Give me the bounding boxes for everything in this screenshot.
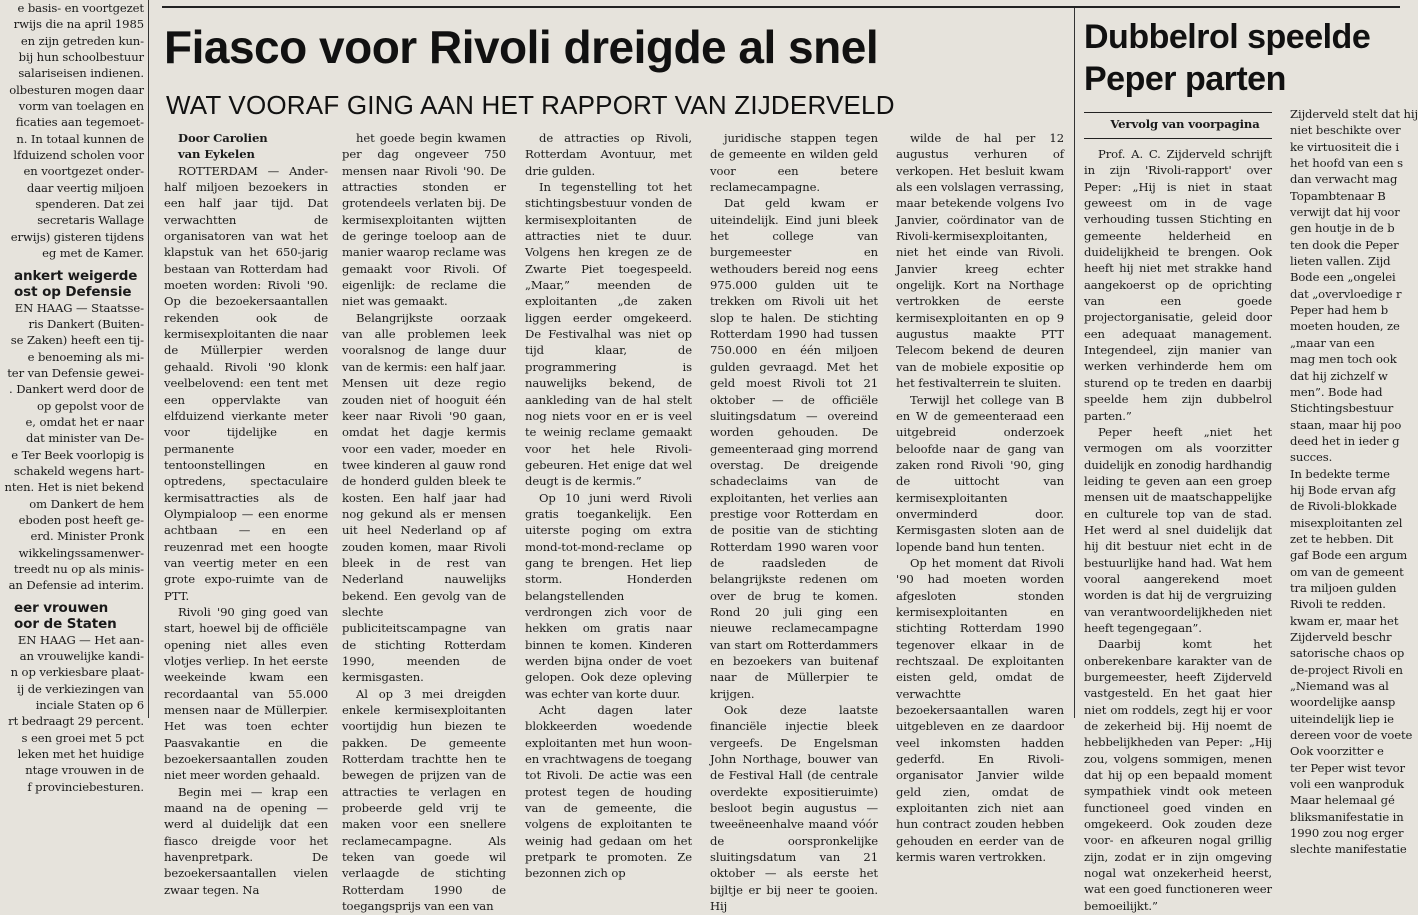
- article-paragraph: Terwijl het college van B en W de gemeenteraad een uitgebreid onderzoek beloofde naar de gang van zaken rond Rivoli '90, ging de uittocht van kermisexploitanten onverminderd door. Kermisgasten sloten aan de lopende band hun tenten.: [896, 392, 1064, 554]
- text-line: lieten vallen. Zijd: [1290, 254, 1391, 269]
- text-line: ter Peper wist tevor: [1290, 760, 1405, 775]
- text-line: EN HAAG — Staatsse-: [14, 300, 144, 315]
- main-headline: Fiasco voor Rivoli dreigde al snel: [164, 21, 879, 73]
- left-column-paragraph-b: [0, 300, 144, 594]
- text-line: rt bedraagt 29 percent.: [8, 714, 144, 729]
- text-line: woordelijke aansp: [1290, 695, 1396, 710]
- text-line: e basis- en voortgezet: [17, 1, 144, 15]
- text-line: s een groei met 5 pct: [21, 730, 144, 745]
- text-line: . Dankert werd door de: [9, 382, 144, 397]
- article-paragraph: Daarbij komt het onberekenbare karakter van de burgemeester, heeft Zijderveld vastgesteld. En het gaat hier niet om roddels, zegt hij er voor de zekerheid bij. Hij noemt de hebbelijkheden van Peper: „Hij zou, volgens sommigen, menen dat hij op een bepaald moment sympathiek vindt ook meteen functioneel goed vinden en omgekeerd. Ook zouden deze voor- en afkeuren nogal grillig zijn, zodat er in zijn omgeving nogal wat onzekerheid heerst, wat een goed functioneren weer bemoeilijkt.”: [1084, 637, 1272, 913]
- text-line: Zijderveld beschr: [1290, 630, 1392, 644]
- text-line: Bode een „ongelei: [1290, 270, 1396, 285]
- text-line: secretaris Wallage: [37, 213, 144, 228]
- text-line: ntage vrouwen in de: [25, 763, 144, 778]
- text-line: men”. Bode had: [1290, 384, 1383, 399]
- text-line: olbesturen mogen daar: [9, 82, 144, 97]
- article-paragraph: Acht dagen later blokkeerden woedende exploitanten met hun woon- en vrachtwagens de toegang tot Rivoli. De actie was een protest tegen de houding van de gemeente, die volgens de exploitanten te weinig had gedaan om het pretpark te promoten. Ze bezonnen zich op: [525, 703, 692, 881]
- text-line: het hoofd van een s: [1290, 156, 1404, 171]
- text-line: niet beschikte over: [1290, 123, 1401, 138]
- text-line: daar veertig miljoen: [26, 180, 144, 195]
- main-col-3: [525, 130, 692, 881]
- text-line: an Defensie ad interim.: [8, 578, 144, 593]
- text-line: ten dook die Peper: [1290, 237, 1399, 252]
- article-paragraph: Prof. A. C. Zijderveld schrijft in zijn 'Rivoli-rapport' over Peper: „Hij is niet in staat geweest om in de vage verhouding tussen Stichting en gemeente helderheid en duidelijkheid te brengen. Ook heeft hij niet met strakke hand aangekoerst op de oprichting van een goede projectorganisatie, geleid door een adequaat management. Integendeel, zijn manier van werken verhinderde hem om sturend op te treden en daarbij speelde hem zijn dubbelrol parten.”: [1084, 147, 1272, 423]
- text-line: gen houtje in de b: [1290, 221, 1395, 236]
- text-line: Zijderveld stelt dat hij: [1290, 107, 1418, 121]
- text-line: deed het in ieder g: [1290, 433, 1400, 448]
- article-paragraph: ROTTERDAM — Ander-half miljoen bezoekers in een half jaar tijd. Dat verwachtten de organisatoren van wat het klapstuk van het 650-jarig bestaan van Rotterdam had moeten worden: Rivoli '90. Op die bezoekersaantallen rekenden ook de kermisexploitanten die naar de Müllerpier werden gehaald. Rivoli '90 klonk veelbelovend: een tent met een oppervlakte van elfduizend vierkante meter voor tijdelijke en permanente tentoonstellingen en optredens, spectaculaire kermisattracties als de Olympialoop — een enorme achtbaan — en een reuzenrad met een hoogte van veertig meter en een grote expo-ruimte van de PTT.: [164, 163, 328, 603]
- text-line: e benoeming als mi-: [27, 349, 144, 364]
- headline-line: ost op Defensie: [14, 283, 132, 300]
- headline-line: oor de Staten: [14, 615, 117, 632]
- text-line: f provinciebesturen.: [27, 779, 144, 794]
- text-line: In bedekte terme: [1290, 466, 1390, 481]
- text-line: op gepolst voor de: [37, 398, 144, 413]
- text-line: salariseisen indienen.: [18, 66, 144, 81]
- article-paragraph: de attracties op Rivoli, Rotterdam Avontuur, met drie gulden.: [525, 131, 692, 178]
- text-line: de Rivoli-blokkade: [1290, 499, 1397, 514]
- text-line: zet te hebben. Dit: [1290, 531, 1394, 546]
- text-line: spenderen. Dat zei: [35, 197, 144, 212]
- main-col-1-text: [164, 163, 328, 898]
- article-paragraph: Rivoli '90 ging goed van start, hoewel bij de officiële opening niet alles even vlotjes verliep. In het eerste weekeinde kwam een recordaantal van 55.000 mensen naar de Müllerpier. Het was toen echter Paasvakantie en die bezoekersaantallen zouden niet meer worden gehaald.: [164, 604, 328, 783]
- text-line: dereen voor de voete: [1290, 728, 1413, 743]
- left-column: [0, 0, 144, 794]
- text-line: leken met het huidige: [17, 747, 144, 762]
- left-column-paragraph-c: [0, 632, 144, 795]
- text-line: wikkelingssamenwer-: [18, 545, 144, 560]
- text-line: en voortgezet onder-: [23, 164, 144, 179]
- text-line: se Zaken) heeft een tij-: [10, 333, 144, 348]
- text-line: 1990 zou nog erger: [1290, 826, 1404, 841]
- text-line: eboden post heeft ge-: [18, 512, 144, 527]
- column-divider: [148, 0, 149, 718]
- text-line: Peper had hem b: [1290, 303, 1389, 318]
- top-rule: [162, 6, 1400, 8]
- text-line: EN HAAG — Het aan-: [17, 632, 144, 647]
- text-line: ficaties aan tegemoet-: [15, 115, 144, 130]
- text-line: n. In totaal kunnen de: [16, 131, 144, 146]
- text-line: mag men toch ook: [1290, 352, 1397, 367]
- text-line: erd. Minister Pronk: [30, 529, 144, 544]
- article-paragraph: Begin mei — krap een maand na de opening — werd al duidelijk dat een fiasco dreigde voor het havenpretpark. De bezoekersaantallen vielen zwaar tegen. Na: [164, 784, 328, 897]
- headline-line: eer vrouwen: [14, 599, 109, 616]
- text-line: eg met de Kamer.: [42, 246, 144, 261]
- text-line: bij hun schoolbestuur: [18, 50, 144, 65]
- text-line: staan, maar hij poo: [1290, 417, 1402, 432]
- article-paragraph: juridische stappen tegen de gemeente en wilden geld voor een betere reclamecampagne.: [710, 131, 878, 195]
- text-line: Stichtingsbestuur: [1290, 401, 1394, 416]
- text-line: gaf Bode een argum: [1290, 548, 1408, 563]
- text-line: dat minister van De-: [26, 431, 144, 446]
- article-paragraph: Ook deze laatste financiële injectie bleek vergeefs. De Engelsman John Northage, bouwer van de Festival Hall (de centrale overdekte expositieruimte) besloot begin augustus — tweeëneenhalve maand vóór de oorspronkelijke sluitingsdatum van 21 oktober — als eerste het bijltje er bij neer te gooien. Hij: [710, 703, 878, 914]
- left-column-paragraph-a: [0, 0, 144, 262]
- main-col-2: [342, 130, 506, 914]
- text-line: succes.: [1290, 450, 1333, 465]
- text-line: bliksmanifestatie in: [1290, 809, 1404, 824]
- main-col-4: [710, 130, 878, 914]
- text-line: n op verkiesbare plaat-: [10, 665, 144, 680]
- right-col-1: [1084, 146, 1272, 913]
- text-line: kwam er, maar het: [1290, 613, 1399, 628]
- text-line: rwijs die na april 1985: [13, 17, 144, 32]
- right-headline-line2: Peper parten: [1084, 60, 1286, 98]
- text-line: e, omdat het er naar: [25, 414, 144, 429]
- text-line: ij de verkiezingen van: [17, 681, 144, 696]
- article-paragraph: Op 10 juni werd Rivoli gratis toegankelijk. Een uiterste poging om extra mond-tot-mond-reclame op gang te brengen. Het liep storm. Honderden belangstellenden verdrongen zich voor de hekken om gratis naar binnen te komen. Kinderen werden bijna onder de voet gelopen. Ook deze opleving was echter van korte duur.: [525, 490, 692, 701]
- text-line: dat hij zichzelf w: [1290, 368, 1388, 383]
- text-line: en zijn getreden kun-: [20, 33, 144, 48]
- text-line: verwijt dat hij voor: [1290, 205, 1400, 220]
- text-line: „maar van een: [1290, 335, 1375, 350]
- byline-name: Door Carolien: [178, 131, 268, 145]
- main-subheadline: WAT VOORAF GING AAN HET RAPPORT VAN ZIJDERVELD: [166, 90, 895, 120]
- article-paragraph: In tegenstelling tot het stichtingsbestuur vonden de kermisexploitanten de attracties niet te duur. Volgens hen kregen ze de Zwarte Piet toegespeeld. „Maar,” meenden de exploitanten „de zaken liggen eerder omgekeerd. De Festivalhal was niet op tijd klaar, de programmering is nauwelijks bekend, de aankleding van de hal stelt nog niets voor en er is veel te weinig reclame gemaakt voor het hele Rivoli-gebeuren. Het enige dat wel deugt is de kermis.”: [525, 180, 692, 489]
- text-line: ris Dankert (Buiten-: [28, 316, 144, 331]
- text-line: schakeld wegens hart-: [13, 463, 144, 478]
- article-paragraph: Peper heeft „niet het vermogen om als voorzitter duidelijk en zonodig hardhandig leiding te geven aan een groep mensen uit de maatschappelijke en culturele top van de stad. Het werd al snel duidelijk dat hij dit bestuur niet echt in de bestuurlijke hand had. Wat hem vooral aangerekend moet worden is dat hij de vergruizing van verantwoordelijkheden niet heeft tegengegaan”.: [1084, 424, 1272, 635]
- text-line: om van de gemeent: [1290, 564, 1404, 579]
- kicker-rule-top: [1084, 112, 1272, 113]
- article-paragraph: Op het moment dat Rivoli '90 had moeten worden afgesloten stonden kermisexploitanten en stichting Rotterdam 1990 tegenover elkaar in de rechtszaal. De exploitanten eisten geld, omdat de verwachtte bezoekersaantallen waren uitgebleven en ze daardoor veel inkomsten hadden gederfd. En Rivoli-organisator Janvier wilde geld zien, omdat de exploitanten zich niet aan hun contract zouden hebben gehouden en eerder van de kermis waren vertrokken.: [896, 555, 1064, 865]
- right-kicker: Vervolg van voorpagina: [1110, 117, 1260, 131]
- text-line: Topambtenaar B: [1290, 188, 1386, 203]
- text-line: e Ter Beek voorlopig is: [11, 447, 144, 462]
- text-line: om Dankert de hem: [29, 496, 144, 511]
- text-line: erwijs) gisteren tijdens: [10, 229, 144, 244]
- main-col-5: [896, 130, 1064, 865]
- text-line: slechte manifestatie: [1290, 842, 1407, 857]
- text-line: an vrouwelijke kandi-: [19, 649, 144, 664]
- text-line: uiteindelijk liep ie: [1290, 711, 1394, 726]
- text-line: Ook voorzitter e: [1290, 744, 1384, 759]
- right-headline-line1: Dubbelrol speelde: [1084, 18, 1371, 56]
- article-paragraph: wilde de hal per 12 augustus verhuren of verkopen. Het besluit kwam als een volslagen verrassing, maar betekende volgens Ivo Janvier, coördinator van de Rivoli-kermisexploitanten, niet het einde van Rivoli. Janvier kreeg echter ongelijk. Kort na Northage vertrokken de eerste kermisexploitanten en op 9 augustus maakte PTT Telecom bekend de deuren van de mobiele expositie op het festivalterrein te sluiten.: [896, 131, 1064, 391]
- byline-surname: van Eykelen: [178, 147, 255, 162]
- text-line: inciale Staten op 6: [35, 698, 144, 713]
- article-paragraph: Belangrijkste oorzaak van alle problemen leek vooralsnog de lange duur van de kermis: een half jaar. Mensen uit deze regio zouden niet of hooguit één keer naar Rivoli '90 gaan, omdat het dagje kermis voor een vader, moeder en twee kinderen al gauw rond de honderd gulden bleek te kosten. Een half jaar had nog gekund als er mensen uit heel Nederland op af zouden komen, maar Rivoli bleek in de rest van Nederland nauwelijks bekend. Een gevolg van de slechte publiciteitscampagne van de stichting Rotterdam 1990, meenden de kermisgasten.: [342, 310, 506, 685]
- article-divider: [1074, 8, 1075, 718]
- text-line: ke virtuositeit die i: [1290, 139, 1399, 154]
- kicker-rule-bottom: [1084, 138, 1272, 139]
- article-paragraph: Dat geld kwam er uiteindelijk. Eind juni bleek het college van burgemeester en wethouders bereid nog eens 975.000 gulden uit te trekken om Rivoli uit het slop te halen. De stichting Rotterdam 1990 had tussen 750.000 en één miljoen gulden gevraagd. Met het geld moest Rivoli tot 21 oktober — de officiële sluitingsdatum — overeind worden gehouden. De gemeenteraad ging morrend overstag. De dreigende schadeclaims van de exploitanten, het verlies aan prestige voor Rotterdam en de positie van de stichting Rotterdam 1990 waren voor de raadsleden de belangrijkste redenen om over de brug te komen. Rond 20 juli ging een nieuwe reclamecampagne van start om Rotterdammers en bezoekers van buitenaf naar de Müllerpier te krijgen.: [710, 196, 878, 701]
- text-line: moeten houden, ze: [1290, 319, 1400, 334]
- article-paragraph: Al op 3 mei dreigden enkele kermisexploitanten voortijdig hun biezen te pakken. De gemeente Rotterdam trachtte hen te bewegen de prijzen van de attracties te verlagen en probeerde geld vrij te maken voor een snellere reclamecampagne. Als teken van goede wil verlaagde de stichting Rotterdam 1990 de toegangsprijs van een van: [342, 686, 506, 914]
- text-line: voli een wanproduk: [1290, 777, 1404, 792]
- text-line: vorm van toelagen en: [18, 99, 144, 114]
- text-line: nten. Het is niet bekend: [4, 480, 144, 495]
- headline-line: ankert weigerde: [14, 267, 138, 284]
- right-kicker-box: [1084, 116, 1272, 136]
- text-line: tra miljoen gulden: [1290, 580, 1397, 595]
- text-line: Maar helemaal gé: [1290, 793, 1395, 808]
- main-col-1: [164, 130, 328, 897]
- article-paragraph: het goede begin kwamen per dag ongeveer 750 mensen naar Rivoli '90. De attracties stonden er grotendeels verlaten bij. De kermisexploitanten wijtten de geringe toeloop aan de manier waarop reclame was gemaakt voor Rivoli. Of eigenlijk: de reclame die niet was gemaakt.: [342, 131, 506, 309]
- text-line: dat „overvloedige r: [1290, 286, 1402, 301]
- left-headline-dankert: [0, 268, 144, 300]
- text-line: de-project Rivoli en: [1290, 662, 1403, 677]
- text-line: satorische chaos op: [1290, 646, 1405, 661]
- right-col-2: [1290, 106, 1418, 857]
- text-line: dan verwacht mag: [1290, 172, 1398, 187]
- text-line: „Niemand was al: [1290, 679, 1389, 694]
- text-line: ter van Defensie gewei-: [7, 365, 144, 380]
- left-headline-vrouwen: [0, 600, 144, 632]
- text-line: Rivoli te redden.: [1290, 597, 1386, 612]
- text-line: lfduizend scholen voor: [13, 148, 144, 163]
- text-line: hij Bode ervan afg: [1290, 482, 1396, 497]
- text-line: treedt nu op als minis-: [13, 562, 144, 576]
- text-line: misexploitanten zel: [1290, 515, 1403, 530]
